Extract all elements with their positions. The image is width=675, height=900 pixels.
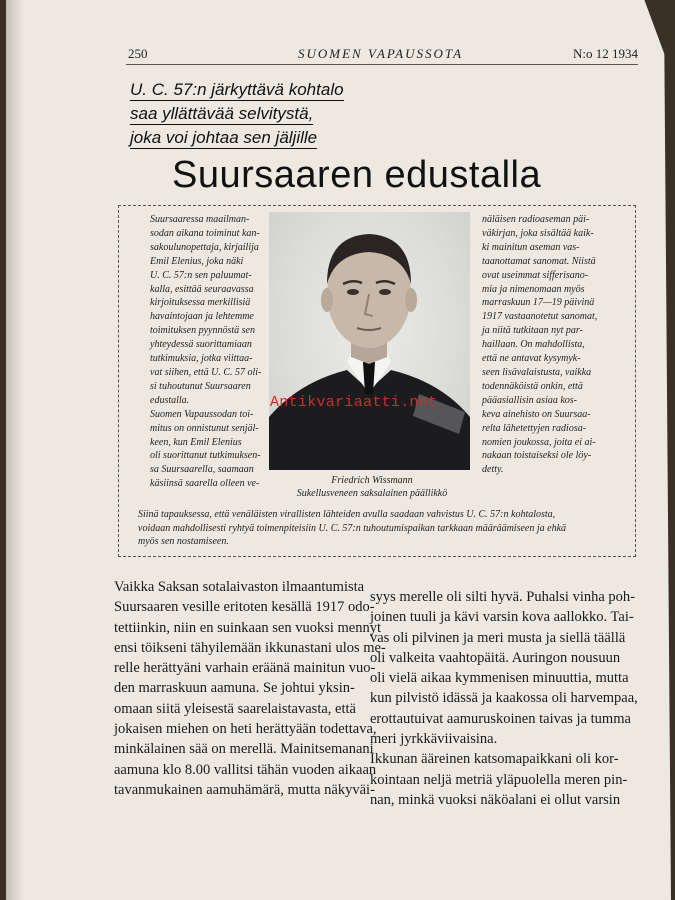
body-column-left — [114, 577, 386, 800]
intro-bottom-line: voidaan mahdollisesti ryhtyä toimenpiteisiin U. C. 57:n tuhoutumispaikan tarkkaan määräämiseen ja ehkä — [138, 522, 567, 534]
intro-right-line: nomien joukossa, joita ei ai- — [482, 436, 596, 448]
intro-right-line: näläisen radioaseman päi- — [482, 214, 590, 225]
intro-right-line: ki mainitun aseman vas- — [482, 241, 580, 253]
body-right-line: oli vielä aikaa kymmenisen minuuttia, mutta — [370, 670, 629, 687]
intro-right-line: nakaan toistaiseksi ole löy- — [482, 450, 592, 462]
article-headline: Suursaaren edustalla — [172, 154, 542, 196]
intro-left-line: keen, kun Emil Elenius — [150, 436, 242, 448]
intro-right-line: väkirjan, joka sisältää kaik- — [482, 227, 594, 239]
intro-right-line: detty. — [482, 464, 504, 476]
intro-left-line: Emil Elenius, joka näki — [150, 255, 244, 267]
body-left-line: minkälainen sää on merellä. Mainitsemanani — [114, 741, 374, 758]
subheadline-1: U. C. 57:n järkyttävä kohtalo — [130, 80, 344, 99]
portrait-photo — [269, 212, 470, 470]
intro-right-line: marraskuun 17—19 päivinä — [482, 297, 595, 309]
intro-right-line: relta lähetettyjen radiosa- — [482, 422, 587, 434]
watermark: Antikvariaatti.net — [270, 394, 438, 411]
intro-right-line: pääasiallisin asiaa kos- — [482, 394, 578, 406]
intro-left-line: edustalla. — [150, 394, 190, 406]
intro-left-line: käsiinsä saarella olleen ve- — [150, 478, 260, 490]
intro-left-line: oli suorittanut tutkimuksen- — [150, 450, 261, 462]
intro-left-column — [150, 213, 261, 491]
body-left-line: Vaikka Saksan sotalaivaston ilmaantumista — [114, 579, 365, 595]
body-right-line: syys merelle oli silti hyvä. Puhalsi vinha poh- — [370, 589, 636, 605]
intro-right-line: että ne antavat kysymyk- — [482, 353, 581, 365]
body-right-line: nan, minkä vuoksi näköalani ei ollut varsin — [370, 791, 621, 808]
body-right-line: joinen tuuli ja kävi varsin kova aallokko. Tai- — [370, 609, 634, 626]
body-left-line: Suursaaren vesille eritoten kesällä 1917 odo- — [114, 599, 375, 616]
body-right-line: kointaan neljä metriä yläpuolella meren pin- — [370, 771, 628, 788]
intro-bottom-line: Siinä tapauksessa, että venäläisten virallisten lähteiden avulla saadaan vahvistus U. C. 57:n kohtalosta, — [138, 509, 556, 520]
subheadline-2: saa yllättävää selvitystä, — [130, 104, 314, 123]
intro-left-line: havaintojaan ja lehtemme — [150, 311, 254, 323]
body-right-line: Ikkunan ääreinen katsomapaikkani oli kor- — [370, 751, 619, 768]
body-left-line: tavanmukainen aamuhämärä, mutta näkyväi- — [114, 781, 375, 798]
intro-left-line: sakoulunopettaja, kirjailija — [150, 241, 259, 253]
intro-left-line: yhteydessä suorittamiaan — [150, 339, 252, 351]
intro-right-line: seen lisävalaistusta, vaikka — [482, 366, 592, 378]
intro-right-line: haillaan. On mahdollista, — [482, 339, 585, 351]
intro-right-line: todennäköistä onkin, että — [482, 380, 583, 392]
body-right-line: vas oli pilvinen ja meri musta ja siellä täällä — [370, 629, 626, 646]
body-right-line: oli valkeita vaahtopäitä. Auringon nousuun — [370, 649, 621, 666]
journal-title: SUOMEN VAPAUSSOTA — [298, 46, 464, 61]
photo-caption — [282, 474, 462, 500]
body-left-line: jokaisen miehen on heti herättyään todettava, — [114, 721, 377, 738]
body-left-line: den marraskuun aamuna. Se johtui yksin- — [114, 680, 355, 697]
header-rule — [126, 64, 638, 65]
intro-left-line: sa Suursaarella, saamaan — [150, 464, 254, 476]
body-left-line: aamuna klo 8.00 vallitsi tähän vuoden aikaan — [114, 761, 377, 778]
intro-left-line: mitus on onnistunut senjäl- — [150, 422, 259, 434]
intro-bottom-line: myös sen nostamiseen. — [138, 536, 229, 547]
intro-right-column — [482, 213, 597, 477]
intro-right-line: ja niitä tutkitaan nyt par- — [482, 325, 583, 337]
intro-right-line: 1917 vastaanotetut sanomat, — [482, 311, 598, 323]
intro-left-line: Suomen Vapaussodan toi- — [150, 408, 254, 420]
body-left-line: tettiinkin, niin en suinkaan sen vuoksi mennyt — [114, 619, 382, 636]
issue-number: N:o 12 1934 — [573, 46, 638, 61]
intro-left-line: U. C. 57:n sen paluumat- — [150, 269, 252, 281]
body-right-line: meri jyrkkäviivaisina. — [370, 731, 498, 748]
intro-left-line: si tuhoutunut Suursaaren — [150, 380, 251, 392]
portrait-illustration — [269, 212, 470, 470]
subheadline-3: joka voi johtaa sen jäljille — [130, 128, 318, 147]
intro-left-line: toimituksen pyynnöstä sen — [150, 325, 255, 337]
intro-left-line: sodan aikana toiminut kan- — [150, 227, 260, 239]
photo-caption-role: Sukellusveneen saksalainen päällikkö — [296, 488, 448, 499]
intro-left-line: Suursaaressa maailman- — [150, 214, 250, 225]
intro-left-line: kalla, esittää seuraavassa — [150, 283, 254, 295]
page-header — [128, 46, 638, 64]
photo-caption-name: Friedrich Wissmann — [331, 475, 413, 486]
body-left-line: relle herättyäni varhain eräänä mainitun vuo- — [114, 660, 376, 677]
intro-right-line: ovat useimmat sifferisano- — [482, 269, 589, 281]
intro-left-line: tutkimuksia, jotka viittaa- — [150, 353, 253, 365]
body-column-right — [370, 587, 638, 810]
intro-right-line: taanottamat sanomat. Niistä — [482, 255, 596, 267]
intro-bottom-note — [138, 508, 566, 549]
intro-left-line: vat siihen, että U. C. 57 oli- — [150, 366, 262, 378]
body-right-line: kun pilvistö idässä ja kaakossa oli harvempaa, — [370, 690, 638, 707]
intro-left-line: kirjoituksessa merkillisiä — [150, 297, 251, 309]
intro-right-line: mia ja nimenomaan myös — [482, 283, 585, 295]
body-left-line: omaan siitä yleisestä saarelaistavasta, että — [114, 700, 356, 717]
intro-right-line: keva ainehisto on Suursaa- — [482, 408, 591, 420]
body-right-line: erottautuivat aamuruskoinen taivas ja tumma — [370, 710, 631, 727]
page-shadow — [6, 0, 24, 900]
page-number: 250 — [128, 46, 148, 61]
body-left-line: ensi töikseni tähyilemään ikkunastani ulos me- — [114, 639, 386, 656]
